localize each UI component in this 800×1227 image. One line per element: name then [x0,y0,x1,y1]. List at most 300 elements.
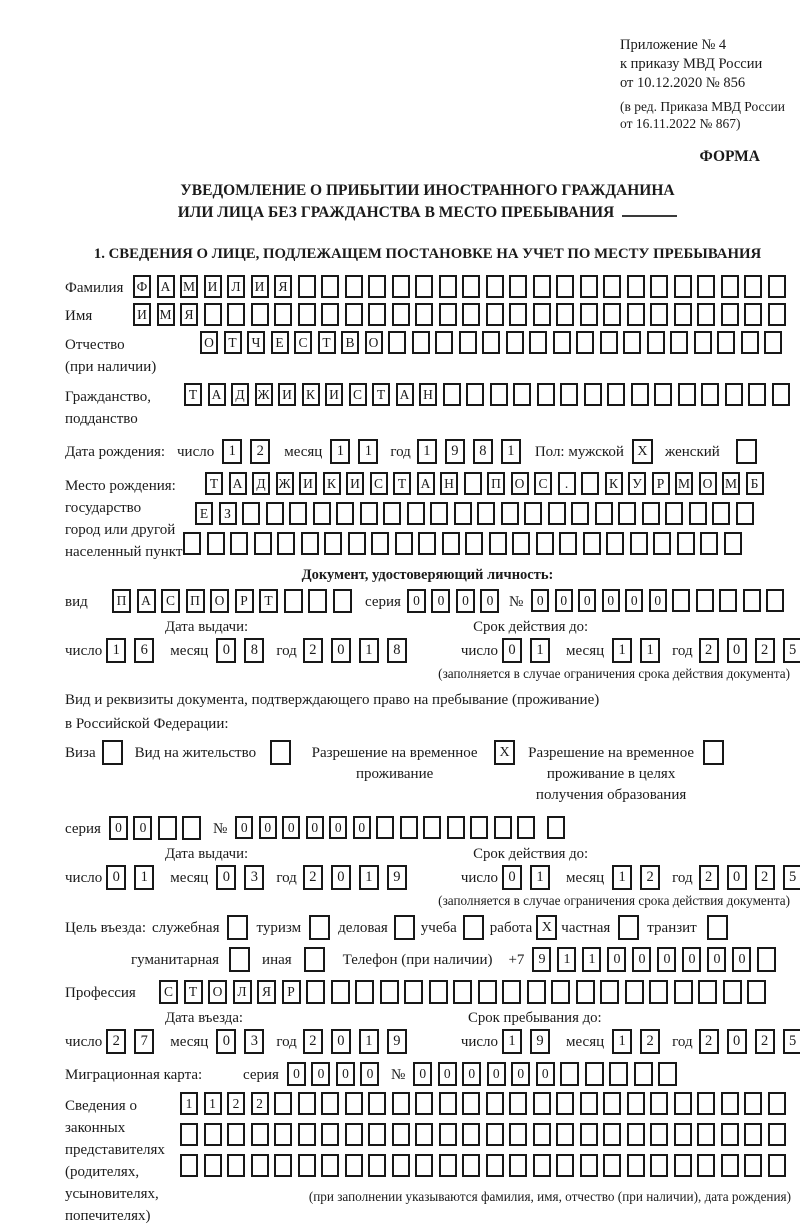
char-cell[interactable]: . [558,472,576,495]
char-cell[interactable]: 1 [134,865,154,890]
char-cell-empty[interactable] [251,1154,269,1177]
char-cell-empty[interactable] [658,1062,677,1086]
char-cell-empty[interactable] [650,1123,668,1146]
char-cell[interactable]: 2 [755,1029,775,1054]
char-cell-empty[interactable] [415,1123,433,1146]
char-cell[interactable]: С [534,472,552,495]
char-cell-empty[interactable] [674,980,693,1004]
char-cell-empty[interactable] [674,1123,692,1146]
char-cell-empty[interactable] [698,980,717,1004]
char-cell[interactable]: С [370,472,388,495]
char-cell[interactable]: 0 [462,1062,481,1086]
char-cell[interactable]: 8 [244,638,264,663]
char-cell[interactable]: Т [205,472,223,495]
char-cell[interactable]: 0 [632,947,651,972]
char-cell-empty[interactable] [584,383,602,406]
char-cell[interactable]: И [204,275,222,298]
char-cell-empty[interactable] [513,383,531,406]
char-cell-empty[interactable] [204,1154,222,1177]
char-cell-empty[interactable] [744,1092,762,1115]
char-cell-empty[interactable] [321,275,339,298]
char-cell-empty[interactable] [415,275,433,298]
char-cell-empty[interactable] [439,303,457,326]
char-cell-empty[interactable] [274,1123,292,1146]
char-cell-empty[interactable] [509,275,527,298]
char-cell[interactable]: 0 [578,589,596,612]
char-cell[interactable]: 1 [106,638,126,663]
char-cell[interactable]: Н [419,383,437,406]
char-cell[interactable]: 0 [727,1029,747,1054]
char-cell-empty[interactable] [533,1092,551,1115]
char-cell-empty[interactable] [443,383,461,406]
char-cell-empty[interactable] [580,1154,598,1177]
char-cell-empty[interactable] [392,1092,410,1115]
char-cell[interactable]: 0 [438,1062,457,1086]
char-cell[interactable]: 0 [649,589,667,612]
char-cell-empty[interactable] [207,532,225,555]
char-cell-empty[interactable] [768,1092,786,1115]
char-cell-empty[interactable] [634,1062,653,1086]
char-cell[interactable]: 1 [612,1029,632,1054]
char-cell[interactable]: 1 [640,638,660,663]
char-cell[interactable]: 7 [134,1029,154,1054]
char-cell[interactable]: 0 [727,638,747,663]
char-cell-empty[interactable] [274,1154,292,1177]
char-cell-empty[interactable] [277,532,295,555]
char-cell[interactable]: Р [235,589,254,613]
char-cell-empty[interactable] [580,275,598,298]
char-cell-empty[interactable] [204,1123,222,1146]
char-cell[interactable]: Т [224,331,242,354]
char-cell-empty[interactable] [298,275,316,298]
char-cell[interactable]: 0 [133,816,152,840]
char-cell[interactable]: Т [259,589,278,613]
char-cell-empty[interactable] [388,331,406,354]
char-cell-empty[interactable] [447,816,465,839]
char-cell-empty[interactable] [462,1154,480,1177]
char-cell[interactable]: 1 [204,1092,222,1115]
char-cell-empty[interactable] [298,303,316,326]
char-cell[interactable]: 0 [413,1062,432,1086]
char-cell[interactable]: С [294,331,312,354]
char-cell-empty[interactable] [603,303,621,326]
char-cell-empty[interactable] [466,383,484,406]
char-cell[interactable]: 0 [511,1062,530,1086]
char-cell-empty[interactable] [717,331,735,354]
char-cell-empty[interactable] [298,1092,316,1115]
char-cell-empty[interactable] [603,1123,621,1146]
char-cell-empty[interactable] [581,472,599,495]
char-cell-empty[interactable] [721,1092,739,1115]
purpose-tourism-checkbox[interactable] [309,915,330,940]
char-cell[interactable]: У [628,472,646,495]
purpose-business-checkbox[interactable] [394,915,415,940]
char-cell[interactable]: 0 [407,589,426,613]
char-cell-empty[interactable] [306,980,325,1004]
char-cell-empty[interactable] [482,331,500,354]
temp-residence-education-checkbox[interactable] [703,740,724,765]
char-cell-empty[interactable] [744,303,762,326]
char-cell[interactable]: О [365,331,383,354]
char-cell[interactable]: 1 [501,439,521,464]
char-cell-empty[interactable] [183,532,201,555]
char-cell-empty[interactable] [700,532,718,555]
char-cell[interactable]: Е [195,502,213,525]
char-cell[interactable]: 0 [431,589,450,613]
char-cell[interactable]: Д [231,383,249,406]
char-cell-empty[interactable] [289,502,307,525]
char-cell[interactable]: 1 [612,638,632,663]
char-cell[interactable]: 1 [358,439,378,464]
char-cell[interactable]: 0 [106,865,126,890]
char-cell-empty[interactable] [665,502,683,525]
char-cell-empty[interactable] [158,816,177,840]
char-cell[interactable]: 2 [699,638,719,663]
char-cell[interactable]: С [159,980,178,1004]
char-cell-empty[interactable] [724,532,742,555]
char-cell-empty[interactable] [576,331,594,354]
char-cell[interactable]: 0 [531,589,549,612]
char-cell[interactable]: В [341,331,359,354]
char-cell-empty[interactable] [650,1092,668,1115]
char-cell-empty[interactable] [368,1154,386,1177]
char-cell[interactable]: Я [257,980,276,1004]
char-cell-empty[interactable] [650,1154,668,1177]
char-cell-empty[interactable] [418,532,436,555]
char-cell-empty[interactable] [627,303,645,326]
char-cell-empty[interactable] [527,980,546,1004]
char-cell[interactable]: 5 [783,865,800,890]
char-cell-empty[interactable] [736,502,754,525]
char-cell-empty[interactable] [478,980,497,1004]
char-cell-empty[interactable] [453,980,472,1004]
char-cell-empty[interactable] [712,502,730,525]
char-cell[interactable]: П [112,589,131,613]
char-cell-empty[interactable] [609,1062,628,1086]
char-cell[interactable]: 2 [251,1092,269,1115]
char-cell-empty[interactable] [400,816,418,839]
char-cell-empty[interactable] [744,1123,762,1146]
char-cell[interactable]: 2 [640,1029,660,1054]
char-cell[interactable]: 1 [502,1029,522,1054]
purpose-humanitarian-checkbox[interactable] [229,947,250,972]
char-cell-empty[interactable] [415,1092,433,1115]
char-cell[interactable]: 9 [445,439,465,464]
char-cell-empty[interactable] [627,1154,645,1177]
char-cell-empty[interactable] [383,502,401,525]
char-cell-empty[interactable] [415,303,433,326]
char-cell[interactable]: Н [440,472,458,495]
char-cell-empty[interactable] [585,1062,604,1086]
char-cell-empty[interactable] [606,532,624,555]
char-cell-empty[interactable] [674,303,692,326]
char-cell-empty[interactable] [331,980,350,1004]
char-cell-empty[interactable] [298,1123,316,1146]
char-cell-empty[interactable] [768,1154,786,1177]
char-cell[interactable]: М [675,472,693,495]
char-cell-empty[interactable] [371,532,389,555]
char-cell-empty[interactable] [697,303,715,326]
char-cell[interactable]: 0 [259,816,277,839]
char-cell-empty[interactable] [533,1123,551,1146]
char-cell-empty[interactable] [230,532,248,555]
char-cell[interactable]: Р [282,980,301,1004]
char-cell-empty[interactable] [524,502,542,525]
char-cell[interactable]: 0 [331,865,351,890]
char-cell-empty[interactable] [603,1154,621,1177]
residence-permit-checkbox[interactable] [270,740,291,765]
char-cell-empty[interactable] [603,1092,621,1115]
char-cell[interactable]: 0 [216,638,236,663]
char-cell-empty[interactable] [548,502,566,525]
char-cell-empty[interactable] [494,816,512,839]
char-cell-empty[interactable] [459,331,477,354]
char-cell-empty[interactable] [741,331,759,354]
char-cell-empty[interactable] [631,383,649,406]
char-cell-empty[interactable] [462,1092,480,1115]
char-cell[interactable]: 0 [287,1062,306,1086]
char-cell-empty[interactable] [301,532,319,555]
char-cell[interactable]: 5 [783,1029,800,1054]
char-cell-empty[interactable] [392,1154,410,1177]
char-cell-empty[interactable] [404,980,423,1004]
char-cell[interactable]: С [161,589,180,613]
char-cell-empty[interactable] [556,1123,574,1146]
char-cell-empty[interactable] [506,331,524,354]
char-cell-empty[interactable] [298,1154,316,1177]
char-cell-empty[interactable] [180,1154,198,1177]
char-cell-empty[interactable] [512,532,530,555]
char-cell-empty[interactable] [721,303,739,326]
char-cell-empty[interactable] [509,1092,527,1115]
purpose-official-checkbox[interactable] [227,915,248,940]
char-cell[interactable]: И [325,383,343,406]
char-cell[interactable]: И [133,303,151,326]
purpose-study-checkbox[interactable] [463,915,484,940]
char-cell-empty[interactable] [694,331,712,354]
char-cell-empty[interactable] [251,1123,269,1146]
char-cell[interactable]: 2 [699,865,719,890]
char-cell-empty[interactable] [642,502,660,525]
char-cell[interactable]: 1 [359,1029,379,1054]
char-cell-empty[interactable] [743,589,761,612]
char-cell[interactable]: 1 [359,865,379,890]
char-cell-empty[interactable] [560,1062,579,1086]
char-cell[interactable]: Ф [133,275,151,298]
char-cell[interactable]: К [302,383,320,406]
char-cell[interactable]: О [210,589,229,613]
char-cell[interactable]: 8 [387,638,407,663]
char-cell-empty[interactable] [768,1123,786,1146]
char-cell-empty[interactable] [701,383,719,406]
char-cell-empty[interactable] [509,1154,527,1177]
char-cell[interactable]: 1 [359,638,379,663]
char-cell[interactable]: 2 [640,865,660,890]
char-cell-empty[interactable] [697,275,715,298]
char-cell-empty[interactable] [227,1123,245,1146]
char-cell[interactable]: 0 [216,865,236,890]
char-cell-empty[interactable] [333,589,352,613]
char-cell[interactable]: Е [271,331,289,354]
char-cell[interactable]: 0 [607,947,626,972]
char-cell-empty[interactable] [744,1154,762,1177]
char-cell[interactable]: Д [252,472,270,495]
char-cell-empty[interactable] [768,275,786,298]
purpose-other-checkbox[interactable] [304,947,325,972]
char-cell-empty[interactable] [486,1092,504,1115]
char-cell-empty[interactable] [486,275,504,298]
char-cell[interactable]: О [511,472,529,495]
char-cell-empty[interactable] [435,331,453,354]
char-cell-empty[interactable] [274,303,292,326]
char-cell-empty[interactable] [556,303,574,326]
char-cell[interactable]: 3 [244,1029,264,1054]
char-cell-empty[interactable] [204,303,222,326]
char-cell-empty[interactable] [439,1154,457,1177]
char-cell-empty[interactable] [603,275,621,298]
char-cell[interactable]: Т [372,383,390,406]
char-cell-empty[interactable] [533,303,551,326]
char-cell-empty[interactable] [600,980,619,1004]
char-cell-empty[interactable] [368,1123,386,1146]
char-cell-empty[interactable] [719,589,737,612]
char-cell[interactable]: 0 [707,947,726,972]
char-cell[interactable]: 0 [536,1062,555,1086]
char-cell[interactable]: Ж [276,472,294,495]
char-cell[interactable]: 0 [360,1062,379,1086]
char-cell[interactable]: 9 [387,865,407,890]
char-cell-empty[interactable] [674,275,692,298]
char-cell-empty[interactable] [462,1123,480,1146]
char-cell[interactable]: 0 [502,638,522,663]
char-cell-empty[interactable] [650,303,668,326]
char-cell[interactable]: Ж [255,383,273,406]
char-cell-empty[interactable] [345,1154,363,1177]
temp-residence-checkbox[interactable]: X [494,740,515,765]
char-cell[interactable]: М [180,275,198,298]
char-cell[interactable]: О [699,472,717,495]
char-cell[interactable]: Т [393,472,411,495]
char-cell[interactable]: 0 [480,589,499,613]
char-cell[interactable]: 1 [612,865,632,890]
char-cell[interactable]: 0 [331,638,351,663]
char-cell-empty[interactable] [321,1123,339,1146]
char-cell-empty[interactable] [697,1154,715,1177]
char-cell-empty[interactable] [677,532,695,555]
char-cell-empty[interactable] [560,383,578,406]
char-cell[interactable]: 2 [755,638,775,663]
char-cell-empty[interactable] [747,980,766,1004]
char-cell[interactable]: 2 [699,1029,719,1054]
char-cell-empty[interactable] [313,502,331,525]
char-cell-empty[interactable] [697,1123,715,1146]
char-cell[interactable]: А [157,275,175,298]
char-cell[interactable]: Т [318,331,336,354]
char-cell[interactable]: З [219,502,237,525]
char-cell[interactable]: 0 [353,816,371,839]
char-cell[interactable]: 0 [682,947,701,972]
char-cell-empty[interactable] [348,532,366,555]
char-cell-empty[interactable] [547,816,565,839]
char-cell-empty[interactable] [395,532,413,555]
char-cell[interactable]: 2 [250,439,270,464]
char-cell-empty[interactable] [227,303,245,326]
char-cell-empty[interactable] [576,980,595,1004]
char-cell[interactable]: 9 [387,1029,407,1054]
char-cell-empty[interactable] [429,980,448,1004]
char-cell-empty[interactable] [392,303,410,326]
char-cell[interactable]: 0 [456,589,475,613]
char-cell-empty[interactable] [501,502,519,525]
char-cell[interactable]: А [208,383,226,406]
char-cell[interactable]: 2 [303,638,323,663]
char-cell[interactable]: Ч [247,331,265,354]
char-cell[interactable]: 2 [227,1092,245,1115]
char-cell[interactable]: П [186,589,205,613]
char-cell-empty[interactable] [251,303,269,326]
char-cell-empty[interactable] [553,331,571,354]
char-cell[interactable]: К [605,472,623,495]
char-cell-empty[interactable] [465,532,483,555]
char-cell[interactable]: Я [274,275,292,298]
char-cell-empty[interactable] [462,275,480,298]
char-cell-empty[interactable] [650,275,668,298]
char-cell-empty[interactable] [368,1092,386,1115]
char-cell-empty[interactable] [653,532,671,555]
char-cell-empty[interactable] [439,275,457,298]
char-cell-empty[interactable] [486,1123,504,1146]
char-cell[interactable]: 0 [235,816,253,839]
char-cell-empty[interactable] [725,383,743,406]
char-cell[interactable]: А [417,472,435,495]
char-cell-empty[interactable] [284,589,303,613]
char-cell[interactable]: Л [233,980,252,1004]
char-cell-empty[interactable] [689,502,707,525]
char-cell-empty[interactable] [415,1154,433,1177]
char-cell[interactable]: 8 [473,439,493,464]
char-cell[interactable]: Р [652,472,670,495]
char-cell-empty[interactable] [697,1092,715,1115]
char-cell-empty[interactable] [439,1123,457,1146]
char-cell-empty[interactable] [321,1092,339,1115]
char-cell[interactable]: И [346,472,364,495]
char-cell-empty[interactable] [376,816,394,839]
char-cell-empty[interactable] [380,980,399,1004]
char-cell[interactable]: 3 [244,865,264,890]
char-cell[interactable]: 2 [755,865,775,890]
char-cell-empty[interactable] [529,331,547,354]
char-cell[interactable]: 2 [303,865,323,890]
char-cell[interactable]: 2 [303,1029,323,1054]
char-cell[interactable]: Я [180,303,198,326]
char-cell[interactable]: 1 [582,947,601,972]
char-cell-empty[interactable] [607,383,625,406]
char-cell-empty[interactable] [536,532,554,555]
char-cell-empty[interactable] [392,275,410,298]
char-cell-empty[interactable] [630,532,648,555]
char-cell-empty[interactable] [533,1154,551,1177]
char-cell-empty[interactable] [627,275,645,298]
char-cell[interactable]: А [396,383,414,406]
char-cell-empty[interactable] [360,502,378,525]
char-cell[interactable]: 1 [222,439,242,464]
char-cell-empty[interactable] [486,1154,504,1177]
char-cell[interactable]: 0 [502,865,522,890]
char-cell-empty[interactable] [627,1092,645,1115]
char-cell-empty[interactable] [768,303,786,326]
char-cell-empty[interactable] [509,1123,527,1146]
char-cell-empty[interactable] [627,1123,645,1146]
